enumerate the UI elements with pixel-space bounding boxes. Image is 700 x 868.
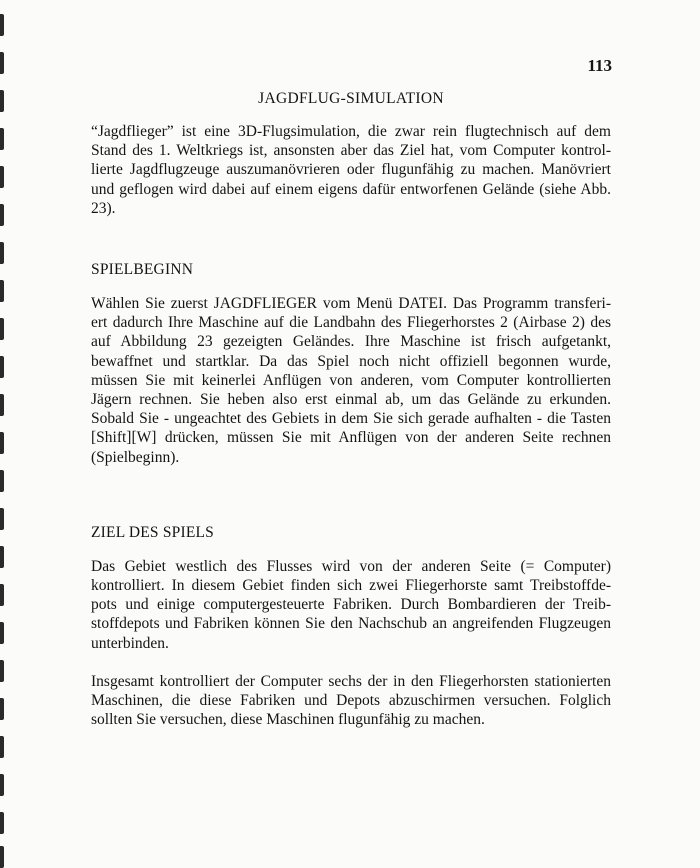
section-heading-spielbeginn: SPIELBEGINN	[91, 261, 194, 279]
text-line: Jägern rechnen. Sie heben also erst einmal ab, um das Gelände zu erkunden.	[91, 391, 611, 409]
page-number: 113	[587, 56, 612, 75]
ziel-paragraph-2	[91, 672, 611, 730]
section-heading-ziel: ZIEL DES SPIELS	[91, 523, 214, 541]
page-content	[91, 90, 611, 729]
text-line: unterbinden.	[91, 634, 169, 652]
chapter-title: JAGDFLUG-SIMULATION	[258, 90, 444, 107]
spiral-binding	[0, 0, 10, 868]
intro-paragraph	[91, 122, 611, 218]
text-line: Sobald Sie - ungeachtet des Gebiets in dem Sie sich gerade aufhalten - die Tasten	[91, 410, 611, 428]
text-line: Wählen Sie zuerst JAGDFLIEGER vom Menü DATEI. Das Programm transferi-	[91, 295, 611, 313]
text-line: 23).	[91, 199, 116, 217]
text-line: auf Abbildung 23 gezeigten Geländes. Ihre Maschine ist frisch aufgetankt,	[91, 333, 611, 351]
text-line: “Jagdflieger” ist eine 3D-Flugsimulation, die zwar rein flugtechnisch auf dem	[91, 123, 611, 140]
text-line: Insgesamt kontrolliert der Computer sechs der in den Fliegerhorsten stationierten	[91, 672, 611, 690]
spielbeginn-paragraph	[91, 294, 611, 467]
text-line: kontrolliert. In diesem Gebiet finden sich zwei Fliegerhorste samt Treibstoffde-	[91, 577, 611, 595]
ziel-paragraph-1	[91, 557, 611, 653]
text-line: (Spielbeginn).	[91, 448, 180, 466]
text-line: Das Gebiet westlich des Flusses wird von der anderen Seite (= Computer)	[91, 557, 611, 575]
text-line: und geflogen wird dabei auf einem eigens dafür entworfenen Gelände (siehe Abb.	[91, 180, 611, 198]
text-line: Stand des 1. Weltkriegs ist, ansonsten aber das Ziel hat, vom Computer kontrol-	[91, 142, 611, 160]
text-line: lierte Jagdflugzeuge auszumanövrieren oder flugunfähig zu machen. Manövriert	[91, 161, 611, 179]
text-line: sollten Sie versuchen, diese Maschinen flugunfähig zu machen.	[91, 711, 485, 729]
text-line: Maschinen, die diese Fabriken und Depots abzuschirmen versuchen. Folglich	[91, 692, 611, 710]
text-line: stoffdepots und Fabriken können Sie den Nachschub an angreifenden Flugzeugen	[91, 615, 611, 633]
text-line: müssen Sie mit keinerlei Anflügen von anderen, vom Computer kontrollierten	[91, 371, 611, 389]
text-line: ert dadurch Ihre Maschine auf die Landbahn des Fliegerhorstes 2 (Airbase 2) des	[91, 314, 611, 332]
text-line: bewaffnet und startklar. Da das Spiel noch nicht offiziell begonnen wurde,	[91, 352, 611, 370]
text-line: pots und einige computergesteuerte Fabriken. Durch Bombardieren der Treib-	[91, 596, 611, 614]
text-line: [Shift][W] drücken, müssen Sie mit Anflügen von der anderen Seite rechnen	[91, 429, 611, 447]
